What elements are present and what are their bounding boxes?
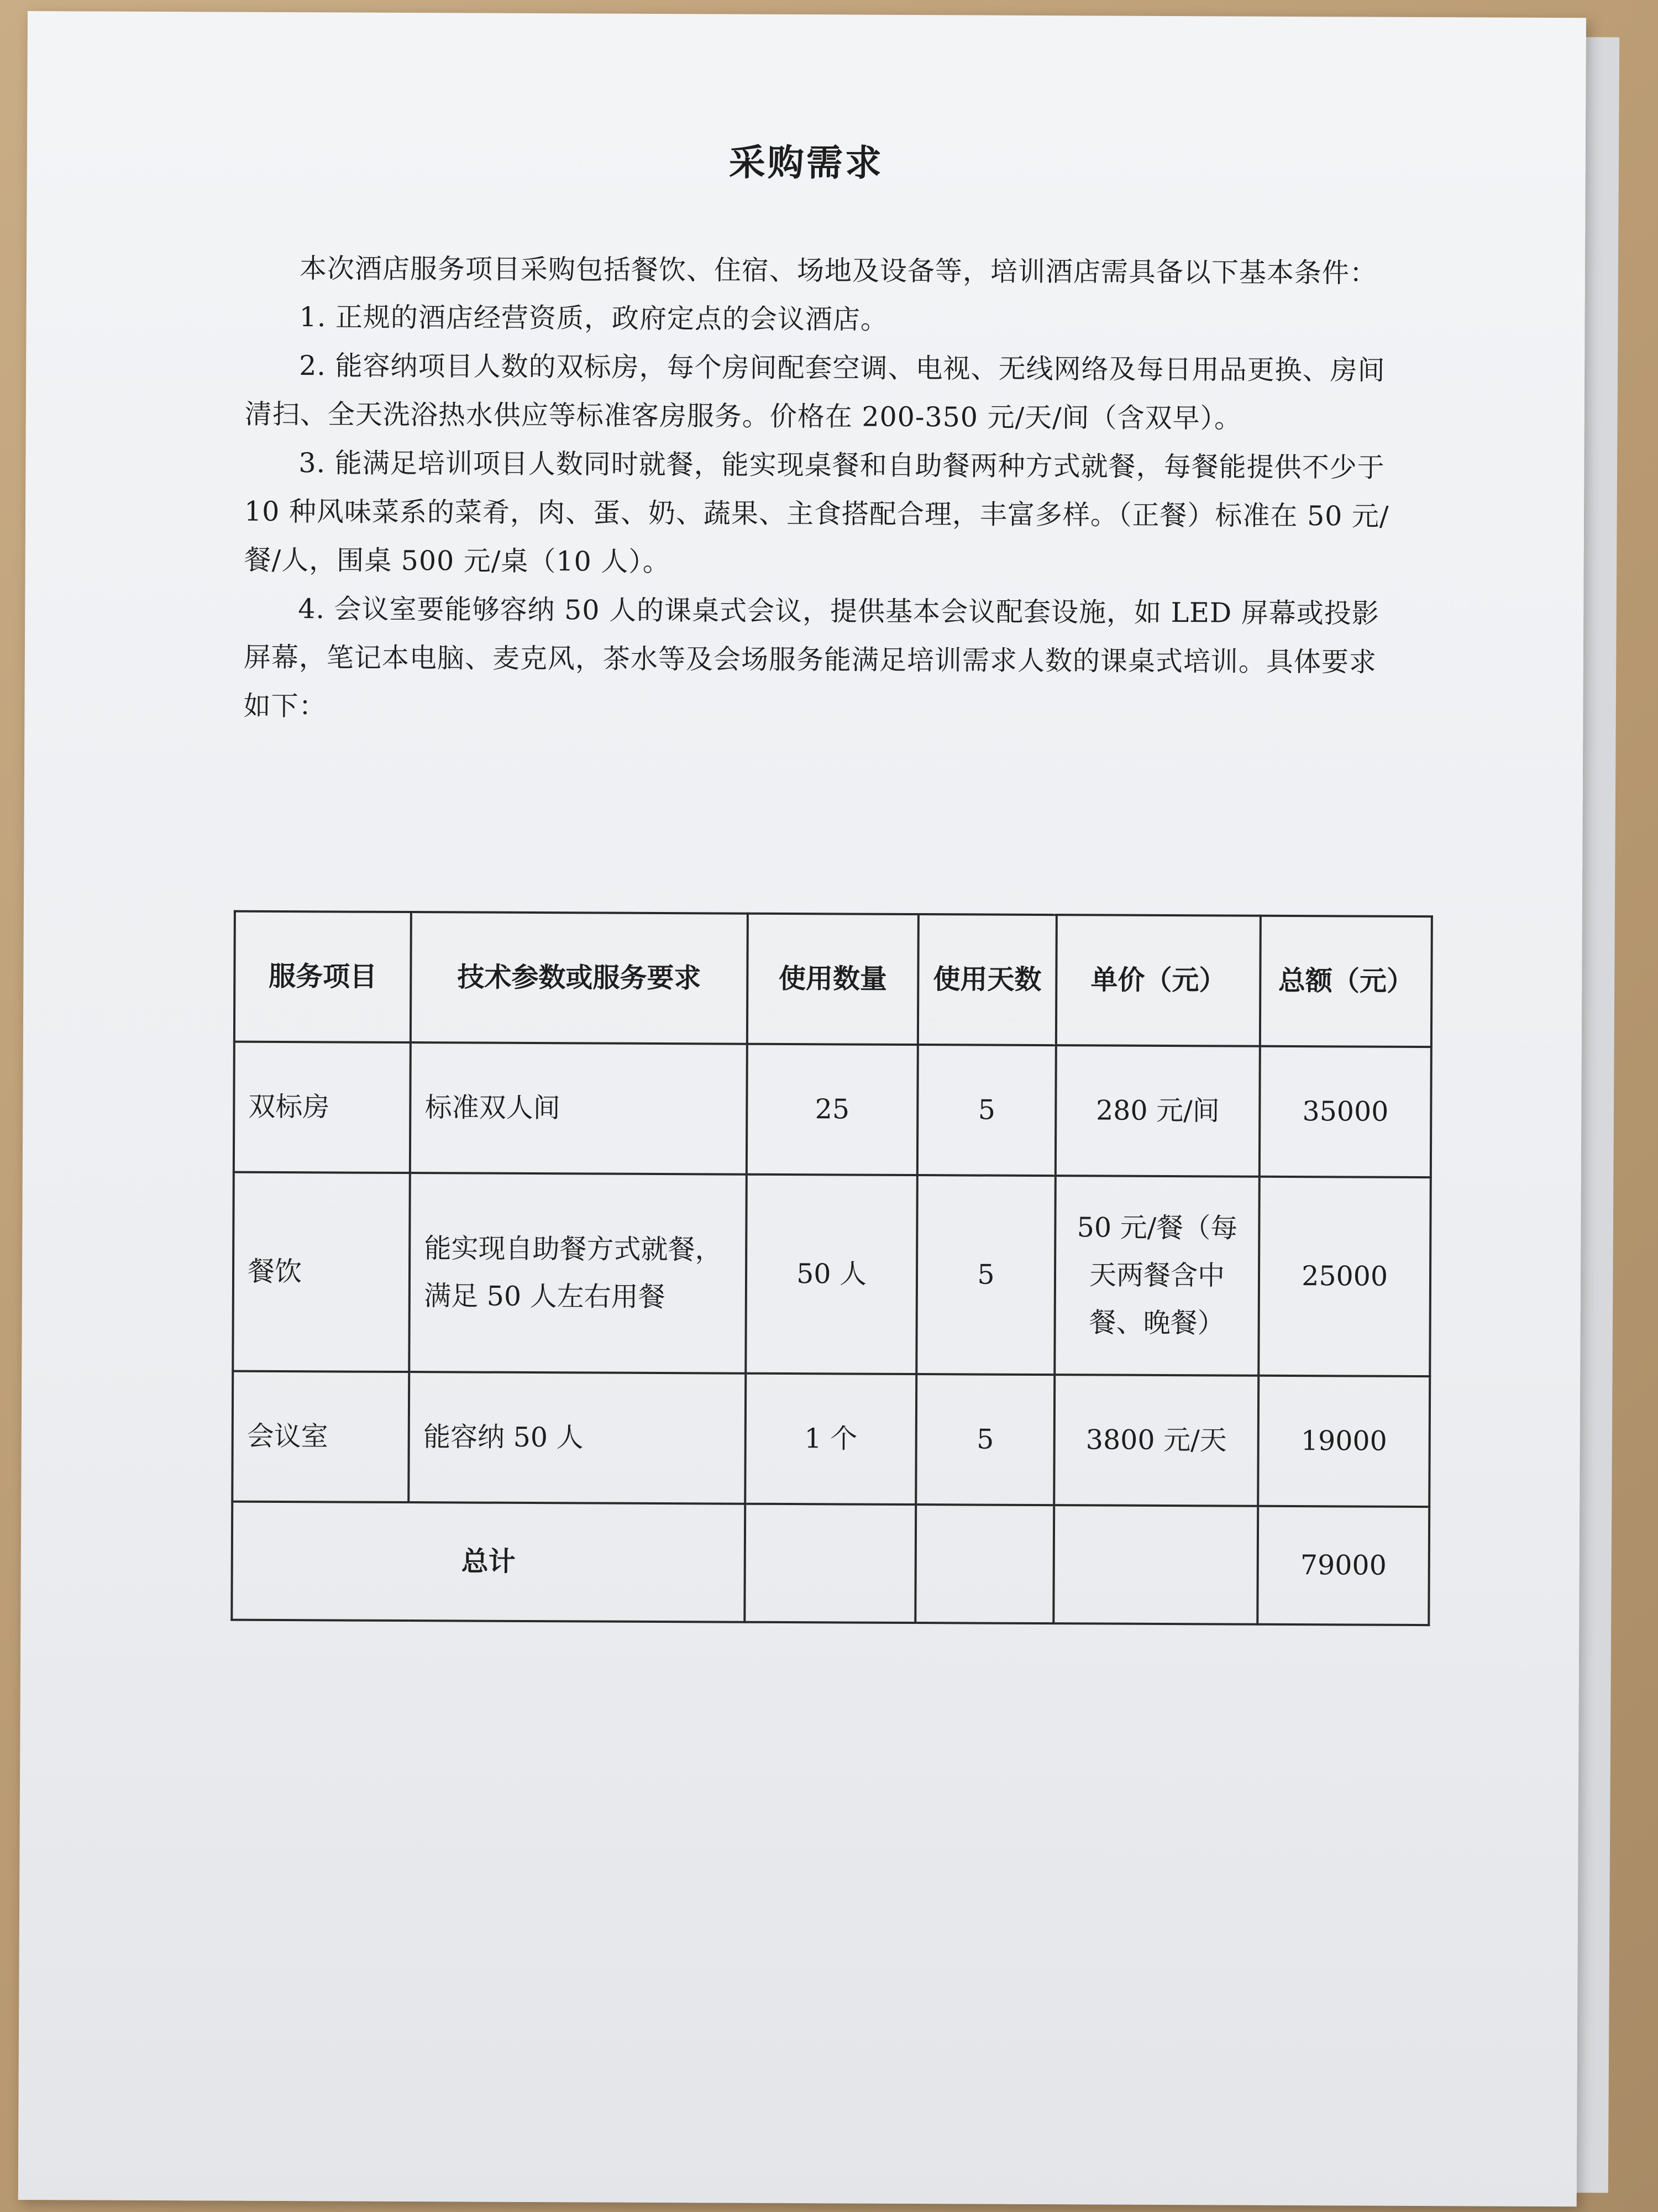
cell-spec: 能容纳 50 人 bbox=[409, 1372, 746, 1504]
header-days: 使用天数 bbox=[918, 914, 1057, 1045]
table-total-row bbox=[232, 1502, 1429, 1625]
document-title: 采购需求 bbox=[728, 141, 884, 185]
table-header-row bbox=[234, 911, 1432, 1047]
cell-item: 双标房 bbox=[234, 1042, 411, 1173]
table-row bbox=[232, 1371, 1430, 1507]
header-service-item: 服务项目 bbox=[234, 911, 411, 1042]
grand-total: 79000 bbox=[1258, 1506, 1430, 1625]
cell-empty bbox=[916, 1505, 1054, 1623]
cell-spec: 标准双人间 bbox=[410, 1042, 747, 1175]
cell-empty bbox=[744, 1504, 916, 1623]
header-total: 总额（元） bbox=[1260, 916, 1432, 1047]
cell-price: 280 元/间 bbox=[1056, 1045, 1260, 1177]
cell-price: 3800 元/天 bbox=[1054, 1375, 1258, 1506]
cell-days: 5 bbox=[917, 1045, 1056, 1176]
cell-days: 5 bbox=[916, 1374, 1055, 1505]
cell-qty: 50 人 bbox=[746, 1175, 917, 1374]
cell-total: 19000 bbox=[1258, 1376, 1430, 1507]
header-quantity: 使用数量 bbox=[747, 914, 919, 1045]
requirement-2: 2. 能容纳项目人数的双标房，每个房间配套空调、电视、无线网络及每日用品更换、房间清扫、全天洗浴热水供应等标准客房服务。价格在 200-350 元/天/间（含双早）。 bbox=[244, 350, 1386, 434]
procurement-table bbox=[230, 910, 1433, 1626]
requirement-4: 4. 会议室要能够容纳 50 人的课桌式会议，提供基本会议配套设施，如 LED 屏幕或投影屏幕，笔记本电脑、麦克风，茶水等及会场服务能满足培训需求人数的课桌式培训。具体要求如下： bbox=[243, 593, 1379, 722]
table-row bbox=[234, 1042, 1431, 1177]
header-unit-price: 单价（元） bbox=[1056, 915, 1261, 1046]
cell-days: 5 bbox=[917, 1175, 1056, 1375]
cell-item: 会议室 bbox=[232, 1371, 409, 1502]
cell-empty bbox=[1053, 1505, 1258, 1624]
document-body bbox=[243, 244, 1400, 736]
requirement-3: 3. 能满足培训项目人数同时就餐，能实现桌餐和自助餐两种方式就餐，每餐能提供不少于 10 种风味菜系的菜肴，肉、蛋、奶、蔬果、主食搭配合理，丰富多样。（正餐）标准在 50 元/餐/人，围桌 500 元/桌（10 人）。 bbox=[244, 447, 1389, 578]
requirement-1: 1. 正规的酒店经营资质，政府定点的会议酒店。 bbox=[299, 301, 889, 336]
intro-paragraph: 本次酒店服务项目采购包括餐饮、住宿、场地及设备等，培训酒店需具备以下基本条件： bbox=[299, 253, 1378, 289]
cell-item: 餐饮 bbox=[233, 1172, 410, 1372]
cell-price: 50 元/餐（每天两餐含中餐、晚餐） bbox=[1054, 1176, 1260, 1376]
header-spec: 技术参数或服务要求 bbox=[411, 912, 748, 1044]
table-row bbox=[233, 1172, 1431, 1376]
cell-spec: 能实现自助餐方式就餐，满足 50 人左右用餐 bbox=[410, 1173, 747, 1374]
total-label: 总计 bbox=[232, 1502, 745, 1622]
cell-total: 35000 bbox=[1260, 1046, 1431, 1177]
cell-qty: 1 个 bbox=[745, 1374, 916, 1505]
cell-qty: 25 bbox=[747, 1044, 918, 1175]
cell-total: 25000 bbox=[1259, 1177, 1431, 1376]
document-page bbox=[18, 11, 1586, 2206]
